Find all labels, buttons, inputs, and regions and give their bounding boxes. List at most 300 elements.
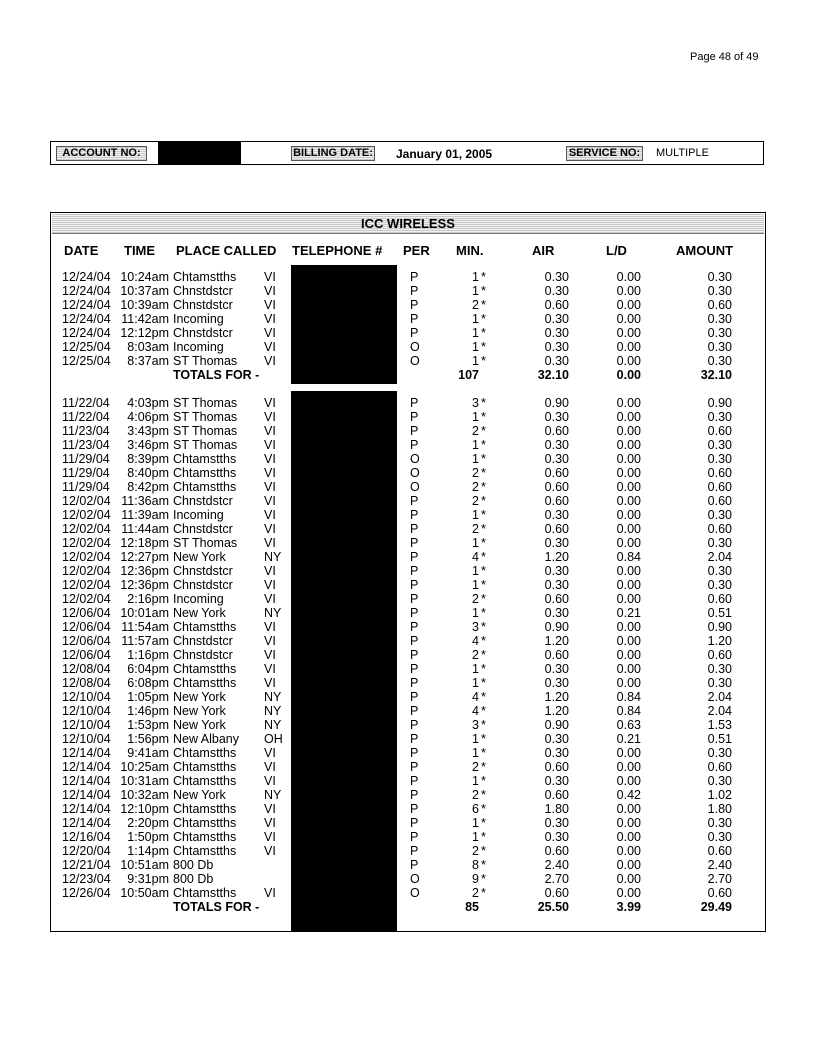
air-cell: 2.40	[544, 858, 569, 872]
time-cell: 9:41am	[127, 746, 169, 760]
place-cell: Chtamstths	[173, 620, 237, 634]
period-cell: P	[410, 592, 419, 606]
table-row	[0, 550, 816, 564]
ld-cell: 0.21	[616, 732, 641, 746]
ld-cell: 0.00	[616, 466, 641, 480]
minutes-flag: *	[481, 522, 486, 536]
time-cell: 1:56pm	[127, 732, 169, 746]
minutes-flag: *	[481, 270, 486, 284]
ld-cell: 0.00	[616, 746, 641, 760]
place-cell: ST Thomas	[173, 354, 238, 368]
state-cell: VI	[264, 746, 276, 760]
period-cell: O	[410, 354, 420, 368]
date-cell: 12/02/04	[62, 592, 111, 606]
place-cell: ST Thomas	[173, 424, 238, 438]
state-cell: NY	[264, 704, 282, 718]
ld-cell: 0.00	[616, 270, 641, 284]
table-row	[0, 648, 816, 662]
minutes-cell: 1	[472, 438, 479, 452]
air-cell: 0.60	[544, 424, 569, 438]
ld-cell: 0.00	[616, 774, 641, 788]
air-cell: 0.60	[544, 466, 569, 480]
ld-cell: 0.00	[616, 522, 641, 536]
amount-cell: 0.30	[707, 284, 732, 298]
amount-cell: 2.04	[707, 704, 732, 718]
minutes-cell: 2	[472, 424, 479, 438]
date-cell: 11/29/04	[62, 480, 110, 494]
page-number: Page 48 of 49	[690, 51, 759, 63]
place-cell: Incoming	[173, 592, 224, 606]
minutes-flag: *	[481, 830, 486, 844]
date-cell: 11/23/04	[62, 424, 110, 438]
place-cell: Chnstdstcr	[173, 634, 233, 648]
time-cell: 12:36pm	[120, 564, 169, 578]
place-cell: Chnstdstcr	[173, 578, 233, 592]
air-cell: 0.60	[544, 592, 569, 606]
minutes-cell: 2	[472, 788, 479, 802]
minutes-cell: 2	[472, 886, 479, 900]
amount-cell: 2.04	[707, 550, 732, 564]
minutes-flag: *	[481, 452, 486, 466]
state-cell: VI	[264, 354, 276, 368]
place-cell: ST Thomas	[173, 410, 238, 424]
minutes-flag: *	[481, 634, 486, 648]
period-cell: P	[410, 718, 419, 732]
total-ld: 0.00	[616, 368, 641, 382]
state-cell: VI	[264, 340, 276, 354]
minutes-cell: 1	[472, 326, 479, 340]
account-no-label: ACCOUNT NO:	[56, 146, 147, 161]
state-cell: OH	[264, 732, 283, 746]
ld-cell: 0.00	[616, 648, 641, 662]
minutes-flag: *	[481, 578, 486, 592]
place-cell: Incoming	[173, 340, 224, 354]
totals-label: TOTALS FOR -	[173, 900, 260, 914]
place-cell: New York	[173, 718, 226, 732]
amount-cell: 0.30	[707, 326, 732, 340]
amount-cell: 0.30	[707, 508, 732, 522]
minutes-flag: *	[481, 718, 486, 732]
air-cell: 0.30	[544, 284, 569, 298]
date-cell: 12/02/04	[62, 494, 111, 508]
period-cell: P	[410, 606, 419, 620]
minutes-flag: *	[481, 438, 486, 452]
air-cell: 0.30	[544, 270, 569, 284]
date-cell: 12/02/04	[62, 536, 111, 550]
minutes-flag: *	[481, 536, 486, 550]
time-cell: 8:42pm	[127, 480, 169, 494]
date-cell: 12/24/04	[62, 270, 111, 284]
table-row	[0, 774, 816, 788]
date-cell: 12/06/04	[62, 648, 111, 662]
date-cell: 12/02/04	[62, 522, 111, 536]
place-cell: New Albany	[173, 732, 240, 746]
place-cell: New York	[173, 550, 226, 564]
minutes-cell: 2	[472, 494, 479, 508]
ld-cell: 0.00	[616, 410, 641, 424]
amount-cell: 0.60	[707, 480, 732, 494]
ld-cell: 0.00	[616, 494, 641, 508]
time-cell: 11:39am	[121, 508, 169, 522]
period-cell: P	[410, 760, 419, 774]
air-cell: 0.60	[544, 788, 569, 802]
minutes-cell: 1	[472, 816, 479, 830]
period-cell: P	[410, 690, 419, 704]
table-row	[0, 396, 816, 410]
amount-cell: 0.60	[707, 494, 732, 508]
amount-cell: 0.60	[707, 648, 732, 662]
minutes-flag: *	[481, 298, 486, 312]
minutes-cell: 2	[472, 844, 479, 858]
table-row	[0, 578, 816, 592]
billing-date-value: January 01, 2005	[396, 147, 493, 161]
air-cell: 0.30	[544, 816, 569, 830]
period-cell: P	[410, 298, 419, 312]
account-header-bar	[50, 141, 764, 165]
air-cell: 0.90	[544, 620, 569, 634]
place-cell: ST Thomas	[173, 536, 238, 550]
period-cell: P	[410, 704, 419, 718]
col-min: MIN.	[456, 243, 484, 258]
minutes-flag: *	[481, 858, 486, 872]
period-cell: P	[410, 634, 419, 648]
section-title: ICC WIRELESS	[52, 214, 764, 234]
date-cell: 12/26/04	[62, 886, 111, 900]
state-cell: VI	[264, 326, 276, 340]
ld-cell: 0.00	[616, 816, 641, 830]
date-cell: 12/06/04	[62, 634, 111, 648]
minutes-cell: 4	[472, 690, 479, 704]
state-cell: NY	[264, 550, 282, 564]
date-cell: 12/14/04	[62, 774, 111, 788]
state-cell: VI	[264, 396, 276, 410]
date-cell: 12/10/04	[62, 732, 111, 746]
date-cell: 12/06/04	[62, 620, 111, 634]
period-cell: P	[410, 844, 419, 858]
ld-cell: 0.00	[616, 858, 641, 872]
state-cell: VI	[264, 298, 276, 312]
air-cell: 1.20	[544, 704, 569, 718]
amount-cell: 0.51	[707, 732, 732, 746]
ld-cell: 0.00	[616, 438, 641, 452]
period-cell: P	[410, 270, 419, 284]
ld-cell: 0.00	[616, 620, 641, 634]
air-cell: 0.90	[544, 718, 569, 732]
period-cell: P	[410, 326, 419, 340]
col-air: AIR	[532, 243, 555, 258]
date-cell: 12/25/04	[62, 354, 111, 368]
time-cell: 11:44am	[121, 522, 169, 536]
minutes-cell: 2	[472, 522, 479, 536]
minutes-cell: 6	[472, 802, 479, 816]
time-cell: 10:37am	[120, 284, 169, 298]
time-cell: 10:31am	[120, 774, 169, 788]
amount-cell: 1.53	[707, 718, 732, 732]
table-row	[0, 718, 816, 732]
air-cell: 0.30	[544, 676, 569, 690]
minutes-cell: 1	[472, 662, 479, 676]
total-air: 32.10	[537, 368, 569, 382]
air-cell: 0.30	[544, 452, 569, 466]
minutes-cell: 2	[472, 648, 479, 662]
period-cell: P	[410, 620, 419, 634]
date-cell: 12/08/04	[62, 676, 111, 690]
minutes-cell: 2	[472, 466, 479, 480]
minutes-flag: *	[481, 872, 486, 886]
place-cell: New York	[173, 690, 226, 704]
air-cell: 0.30	[544, 746, 569, 760]
state-cell: VI	[264, 536, 276, 550]
minutes-cell: 9	[472, 872, 479, 886]
place-cell: Chnstdstcr	[173, 648, 233, 662]
period-cell: O	[410, 886, 420, 900]
period-cell: P	[410, 788, 419, 802]
air-cell: 0.30	[544, 508, 569, 522]
minutes-cell: 1	[472, 564, 479, 578]
time-cell: 1:46pm	[127, 704, 169, 718]
total-amount: 29.49	[700, 900, 732, 914]
date-cell: 12/14/04	[62, 788, 111, 802]
place-cell: Chtamstths	[173, 816, 237, 830]
period-cell: P	[410, 536, 419, 550]
time-cell: 3:46pm	[127, 438, 169, 452]
place-cell: Chtamstths	[173, 746, 237, 760]
amount-cell: 0.30	[707, 830, 732, 844]
period-cell: P	[410, 662, 419, 676]
minutes-cell: 2	[472, 760, 479, 774]
minutes-cell: 4	[472, 550, 479, 564]
table-row	[0, 676, 816, 690]
minutes-cell: 2	[472, 592, 479, 606]
table-row	[0, 634, 816, 648]
ld-cell: 0.00	[616, 424, 641, 438]
period-cell: P	[410, 396, 419, 410]
ld-cell: 0.00	[616, 634, 641, 648]
time-cell: 1:53pm	[127, 718, 169, 732]
minutes-flag: *	[481, 606, 486, 620]
minutes-cell: 1	[472, 312, 479, 326]
state-cell: VI	[264, 760, 276, 774]
place-cell: ST Thomas	[173, 396, 238, 410]
ld-cell: 0.00	[616, 802, 641, 816]
table-row	[0, 788, 816, 802]
ld-cell: 0.00	[616, 760, 641, 774]
time-cell: 1:16pm	[127, 648, 169, 662]
air-cell: 0.30	[544, 662, 569, 676]
date-cell: 12/24/04	[62, 284, 111, 298]
period-cell: P	[410, 858, 419, 872]
place-cell: 800 Db	[173, 858, 214, 872]
amount-cell: 0.90	[707, 396, 732, 410]
state-cell: VI	[264, 466, 276, 480]
table-row	[0, 340, 816, 354]
period-cell: P	[410, 508, 419, 522]
minutes-cell: 8	[472, 858, 479, 872]
col-amount: AMOUNT	[676, 243, 734, 258]
date-cell: 12/24/04	[62, 312, 111, 326]
ld-cell: 0.00	[616, 662, 641, 676]
date-cell: 12/02/04	[62, 578, 111, 592]
table-row	[0, 452, 816, 466]
period-cell: P	[410, 816, 419, 830]
state-cell: VI	[264, 774, 276, 788]
minutes-flag: *	[481, 354, 486, 368]
table-row	[0, 480, 816, 494]
ld-cell: 0.00	[616, 508, 641, 522]
table-row	[0, 564, 816, 578]
air-cell: 0.30	[544, 732, 569, 746]
minutes-flag: *	[481, 466, 486, 480]
minutes-cell: 4	[472, 704, 479, 718]
date-cell: 12/16/04	[62, 830, 111, 844]
table-row	[0, 816, 816, 830]
ld-cell: 0.00	[616, 564, 641, 578]
place-cell: New York	[173, 704, 226, 718]
place-cell: New York	[173, 606, 226, 620]
minutes-flag: *	[481, 424, 486, 438]
date-cell: 11/29/04	[62, 466, 110, 480]
minutes-flag: *	[481, 620, 486, 634]
air-cell: 0.60	[544, 844, 569, 858]
time-cell: 4:06pm	[127, 410, 169, 424]
amount-cell: 0.30	[707, 676, 732, 690]
period-cell: P	[410, 732, 419, 746]
date-cell: 12/10/04	[62, 718, 111, 732]
amount-cell: 0.30	[707, 746, 732, 760]
air-cell: 1.20	[544, 550, 569, 564]
place-cell: Chnstdstcr	[173, 522, 233, 536]
amount-cell: 2.04	[707, 690, 732, 704]
ld-cell: 0.00	[616, 536, 641, 550]
col-time: TIME	[124, 243, 156, 258]
amount-cell: 1.20	[707, 634, 732, 648]
place-cell: Incoming	[173, 508, 224, 522]
minutes-cell: 1	[472, 284, 479, 298]
time-cell: 10:50am	[120, 886, 169, 900]
air-cell: 2.70	[544, 872, 569, 886]
amount-cell: 0.30	[707, 662, 732, 676]
amount-cell: 2.70	[707, 872, 732, 886]
minutes-cell: 1	[472, 452, 479, 466]
minutes-flag: *	[481, 816, 486, 830]
place-cell: New York	[173, 788, 226, 802]
state-cell: VI	[264, 438, 276, 452]
state-cell: VI	[264, 312, 276, 326]
date-cell: 12/14/04	[62, 816, 111, 830]
state-cell: VI	[264, 424, 276, 438]
period-cell: P	[410, 578, 419, 592]
total-amount: 32.10	[700, 368, 732, 382]
table-row	[0, 494, 816, 508]
minutes-cell: 1	[472, 536, 479, 550]
amount-cell: 0.30	[707, 452, 732, 466]
minutes-flag: *	[481, 746, 486, 760]
date-cell: 12/24/04	[62, 298, 111, 312]
minutes-flag: *	[481, 508, 486, 522]
period-cell: O	[410, 340, 420, 354]
table-row	[0, 620, 816, 634]
table-row	[0, 704, 816, 718]
account-no-redaction	[158, 142, 241, 164]
amount-cell: 0.30	[707, 774, 732, 788]
time-cell: 1:50pm	[127, 830, 169, 844]
table-row	[0, 662, 816, 676]
state-cell: VI	[264, 816, 276, 830]
period-cell: P	[410, 564, 419, 578]
date-cell: 12/24/04	[62, 326, 111, 340]
time-cell: 10:24am	[120, 270, 169, 284]
date-cell: 12/06/04	[62, 606, 111, 620]
state-cell: VI	[264, 634, 276, 648]
state-cell: NY	[264, 718, 282, 732]
air-cell: 0.30	[544, 354, 569, 368]
date-cell: 11/29/04	[62, 452, 110, 466]
date-cell: 12/10/04	[62, 690, 111, 704]
table-row	[0, 298, 816, 312]
air-cell: 1.20	[544, 634, 569, 648]
state-cell: VI	[264, 480, 276, 494]
air-cell: 0.30	[544, 830, 569, 844]
ld-cell: 0.00	[616, 578, 641, 592]
service-no-label: SERVICE NO:	[566, 146, 643, 161]
ld-cell: 0.84	[616, 550, 641, 564]
time-cell: 10:01am	[120, 606, 169, 620]
table-row	[0, 830, 816, 844]
period-cell: O	[410, 480, 420, 494]
amount-cell: 0.30	[707, 410, 732, 424]
amount-cell: 0.60	[707, 760, 732, 774]
amount-cell: 0.60	[707, 298, 732, 312]
air-cell: 0.30	[544, 410, 569, 424]
minutes-cell: 1	[472, 774, 479, 788]
state-cell: VI	[264, 662, 276, 676]
date-cell: 12/14/04	[62, 760, 111, 774]
place-cell: Chnstdstcr	[173, 564, 233, 578]
minutes-flag: *	[481, 662, 486, 676]
minutes-cell: 1	[472, 340, 479, 354]
time-cell: 12:10pm	[120, 802, 169, 816]
time-cell: 12:18pm	[120, 536, 169, 550]
time-cell: 11:54am	[121, 620, 169, 634]
minutes-cell: 1	[472, 830, 479, 844]
minutes-cell: 1	[472, 746, 479, 760]
time-cell: 11:42am	[121, 312, 169, 326]
amount-cell: 0.60	[707, 466, 732, 480]
minutes-cell: 1	[472, 270, 479, 284]
time-cell: 8:03am	[127, 340, 169, 354]
air-cell: 0.60	[544, 648, 569, 662]
date-cell: 12/02/04	[62, 508, 111, 522]
minutes-cell: 3	[472, 718, 479, 732]
minutes-flag: *	[481, 396, 486, 410]
air-cell: 0.30	[544, 774, 569, 788]
time-cell: 2:20pm	[127, 816, 169, 830]
air-cell: 0.60	[544, 886, 569, 900]
date-cell: 12/21/04	[62, 858, 111, 872]
place-cell: Chtamstths	[173, 452, 237, 466]
place-cell: Chtamstths	[173, 774, 237, 788]
period-cell: P	[410, 522, 419, 536]
air-cell: 0.30	[544, 312, 569, 326]
minutes-cell: 1	[472, 732, 479, 746]
place-cell: Chtamstths	[173, 830, 237, 844]
time-cell: 12:36pm	[120, 578, 169, 592]
period-cell: P	[410, 830, 419, 844]
place-cell: Chtamstths	[173, 760, 237, 774]
ld-cell: 0.21	[616, 606, 641, 620]
air-cell: 1.20	[544, 690, 569, 704]
totals-label: TOTALS FOR -	[173, 368, 260, 382]
